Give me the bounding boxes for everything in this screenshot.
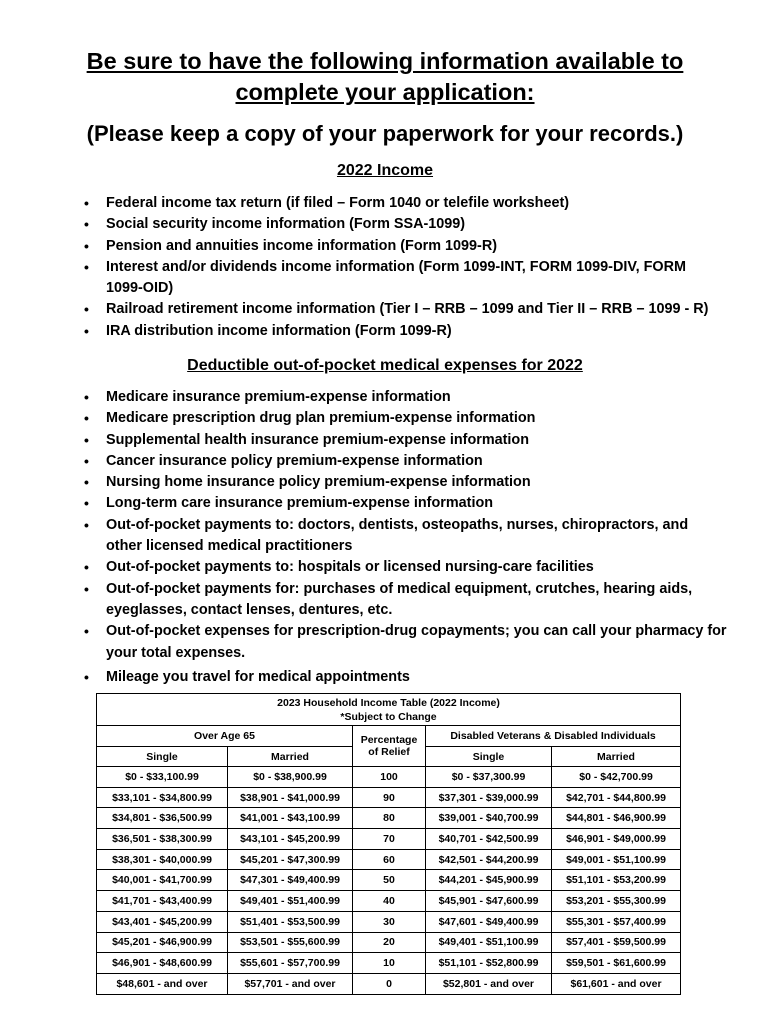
- cell-disabled-single: $49,401 - $51,100.99: [426, 932, 552, 953]
- cell-percentage: 60: [353, 849, 426, 870]
- list-item: • Social security income information (Form SSA-1099): [0, 214, 760, 235]
- cell-disabled-single: $42,501 - $44,200.99: [426, 849, 552, 870]
- cell-over65-single: $45,201 - $46,900.99: [97, 932, 228, 953]
- cell-percentage: 0: [353, 973, 426, 994]
- header-over-age-65: Over Age 65: [97, 726, 353, 747]
- income-section-title: 2022 Income: [336, 162, 434, 179]
- list-item: • Federal income tax return (if filed – Form 1040 or telefile worksheet): [0, 193, 760, 214]
- table-title: 2023 Household Income Table (2022 Income): [277, 696, 500, 709]
- cell-over65-married: $55,601 - $57,700.99: [228, 953, 353, 974]
- cell-disabled-single: $39,001 - $40,700.99: [426, 808, 552, 829]
- cell-disabled-single: $40,701 - $42,500.99: [426, 829, 552, 850]
- table-title-cell: [97, 694, 681, 726]
- cell-disabled-married: $51,101 - $53,200.99: [552, 870, 681, 891]
- medical-section-title: Deductible out-of-pocket medical expenses for 2022: [187, 357, 583, 374]
- page-heading-line1: Be sure to have the following information available to: [86, 48, 684, 74]
- cell-percentage: 20: [353, 932, 426, 953]
- header-disabled: Disabled Veterans & Disabled Individuals: [426, 726, 681, 747]
- table-row: [97, 891, 681, 912]
- list-item: • Out-of-pocket expenses for prescription-drug copayments; you can call your pharmacy for your total expenses.: [0, 621, 760, 664]
- page-subheading: (Please keep a copy of your paperwork for your records.): [86, 121, 684, 146]
- list-item: • Medicare prescription drug plan premium-expense information: [0, 408, 760, 429]
- list-item: • Supplemental health insurance premium-expense information: [0, 430, 760, 451]
- list-item: • Out-of-pocket payments for: purchases of medical equipment, crutches, hearing aids, eyeglasses, contact lenses, dentures, etc.: [0, 579, 760, 622]
- list-item: • Pension and annuities income information (Form 1099-R): [0, 236, 760, 257]
- cell-over65-married: $57,701 - and over: [228, 973, 353, 994]
- cell-over65-married: $41,001 - $43,100.99: [228, 808, 353, 829]
- income-list: [0, 193, 760, 342]
- header-percentage-of-relief: Percentage of Relief: [353, 726, 426, 767]
- cell-over65-single: $43,401 - $45,200.99: [97, 911, 228, 932]
- cell-disabled-married: $55,301 - $57,400.99: [552, 911, 681, 932]
- list-item: • Mileage you travel for medical appointments: [0, 667, 760, 688]
- list-item: • Long-term care insurance premium-expense information: [0, 493, 760, 514]
- cell-percentage: 10: [353, 953, 426, 974]
- cell-over65-single: $0 - $33,100.99: [97, 767, 228, 788]
- cell-over65-married: $0 - $38,900.99: [228, 767, 353, 788]
- cell-percentage: 40: [353, 891, 426, 912]
- cell-disabled-married: $61,601 - and over: [552, 973, 681, 994]
- table-row: [97, 870, 681, 891]
- cell-percentage: 80: [353, 808, 426, 829]
- list-item: • Out-of-pocket payments to: doctors, dentists, osteopaths, nurses, chiropractors, and other licensed medical practitioners: [0, 515, 760, 558]
- cell-over65-single: $48,601 - and over: [97, 973, 228, 994]
- cell-disabled-married: $44,801 - $46,900.99: [552, 808, 681, 829]
- cell-percentage: 30: [353, 911, 426, 932]
- header-married: Married: [228, 747, 353, 767]
- cell-over65-married: $43,101 - $45,200.99: [228, 829, 353, 850]
- table-group-row: [97, 726, 681, 747]
- table-row: [97, 849, 681, 870]
- table-row: [97, 953, 681, 974]
- list-item: • Railroad retirement income information (Tier I – RRB – 1099 and Tier II – RRB – 1099 - R): [0, 299, 760, 320]
- list-item: • Out-of-pocket payments to: hospitals or licensed nursing-care facilities: [0, 557, 760, 578]
- cell-percentage: 100: [353, 767, 426, 788]
- table-row: [97, 932, 681, 953]
- cell-disabled-married: $42,701 - $44,800.99: [552, 787, 681, 808]
- medical-list: [0, 387, 760, 688]
- cell-disabled-married: $0 - $42,700.99: [552, 767, 681, 788]
- cell-disabled-married: $46,901 - $49,000.99: [552, 829, 681, 850]
- cell-disabled-single: $37,301 - $39,000.99: [426, 787, 552, 808]
- cell-over65-married: $53,501 - $55,600.99: [228, 932, 353, 953]
- cell-over65-married: $49,401 - $51,400.99: [228, 891, 353, 912]
- cell-over65-married: $51,401 - $53,500.99: [228, 911, 353, 932]
- cell-percentage: 50: [353, 870, 426, 891]
- cell-disabled-married: $59,501 - $61,600.99: [552, 953, 681, 974]
- page-heading-line2: complete your application:: [235, 79, 535, 105]
- cell-over65-married: $38,901 - $41,000.99: [228, 787, 353, 808]
- cell-over65-single: $38,301 - $40,000.99: [97, 849, 228, 870]
- table-row: [97, 808, 681, 829]
- cell-disabled-single: $47,601 - $49,400.99: [426, 911, 552, 932]
- table-row: [97, 911, 681, 932]
- header-single: Single: [426, 747, 552, 767]
- cell-disabled-single: $44,201 - $45,900.99: [426, 870, 552, 891]
- table-row: [97, 767, 681, 788]
- table-row: [97, 829, 681, 850]
- table-row: [97, 973, 681, 994]
- cell-over65-single: $41,701 - $43,400.99: [97, 891, 228, 912]
- cell-disabled-married: $49,001 - $51,100.99: [552, 849, 681, 870]
- list-item: • IRA distribution income information (Form 1099-R): [0, 321, 760, 342]
- cell-percentage: 70: [353, 829, 426, 850]
- table-title-row: [97, 694, 681, 726]
- cell-disabled-single: $51,101 - $52,800.99: [426, 953, 552, 974]
- cell-over65-single: $33,101 - $34,800.99: [97, 787, 228, 808]
- header-married: Married: [552, 747, 681, 767]
- cell-disabled-single: $45,901 - $47,600.99: [426, 891, 552, 912]
- header-single: Single: [97, 747, 228, 767]
- list-item: • Medicare insurance premium-expense information: [0, 387, 760, 408]
- list-item: • Nursing home insurance policy premium-expense information: [0, 472, 760, 493]
- cell-over65-single: $46,901 - $48,600.99: [97, 953, 228, 974]
- cell-disabled-married: $53,201 - $55,300.99: [552, 891, 681, 912]
- cell-disabled-married: $57,401 - $59,500.99: [552, 932, 681, 953]
- cell-disabled-single: $0 - $37,300.99: [426, 767, 552, 788]
- table-row: [97, 787, 681, 808]
- household-income-table: [96, 693, 681, 995]
- cell-over65-married: $47,301 - $49,400.99: [228, 870, 353, 891]
- list-item: • Interest and/or dividends income information (Form 1099-INT, FORM 1099-DIV, FORM 1099-OID): [0, 257, 760, 300]
- cell-over65-married: $45,201 - $47,300.99: [228, 849, 353, 870]
- cell-over65-single: $40,001 - $41,700.99: [97, 870, 228, 891]
- cell-over65-single: $36,501 - $38,300.99: [97, 829, 228, 850]
- list-item: • Cancer insurance policy premium-expense information: [0, 451, 760, 472]
- cell-disabled-single: $52,801 - and over: [426, 973, 552, 994]
- table-subtitle: *Subject to Change: [340, 710, 437, 723]
- cell-percentage: 90: [353, 787, 426, 808]
- cell-over65-single: $34,801 - $36,500.99: [97, 808, 228, 829]
